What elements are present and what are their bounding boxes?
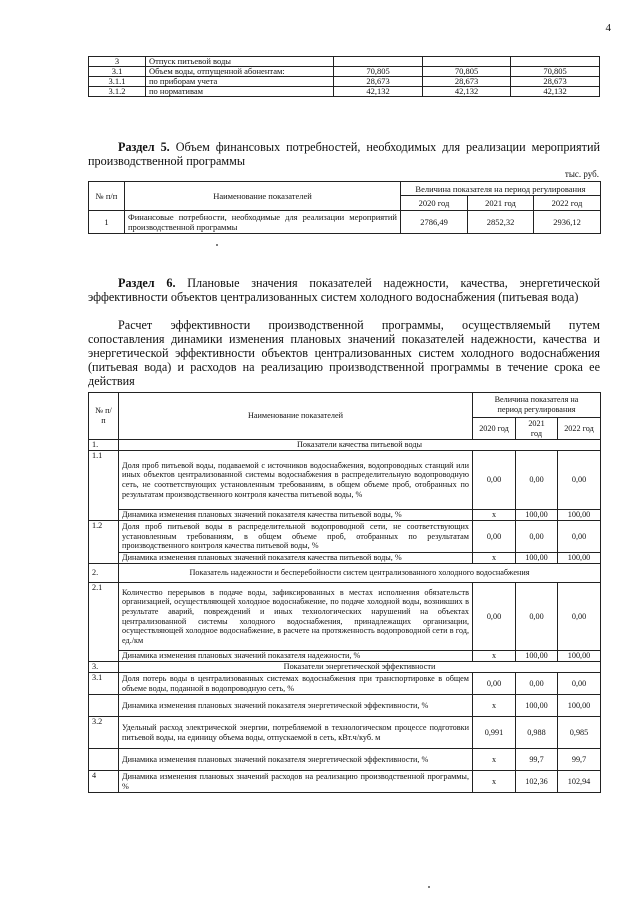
table-row: 2.1 Количество перерывов в подаче воды, зафиксированных в местах исполнения обязательств организацией, осуществляющей холодное водоснабжение, по подаче холодной воды, возникших в результате аварий, повреждений и иных технологических нарушений на объектах централизованной системы холодного водоснабжения, принадлежащих организации, осуществляющей холодное водоснабжение, в расчете на протяженность водопроводной сети в год, ед./км 0,00 0,00 0,00: [89, 583, 601, 651]
year-header: 2020 год: [473, 418, 516, 440]
group-row: 3. Показатели энергетической эффективности: [89, 662, 601, 673]
table-row: 4 Динамика изменения плановых значений расходов на реализацию производственной программы, % х 102,36 102,94: [89, 771, 601, 793]
table-row: Динамика изменения плановых значений показателя энергетической эффективности, % х 100,00 100,00: [89, 695, 601, 717]
table-row: 1 Финансовые потребности, необходимые для реализации мероприятий производственной программы 2786,49 2852,32 2936,12: [89, 211, 601, 234]
col-header-name: Наименование показателей: [119, 393, 473, 440]
col-header-value: Величина показателя на период регулирования: [473, 393, 601, 418]
table-row: Динамика изменения плановых значений показателя качества питьевой воды, % х 100,00 100,00: [89, 553, 601, 564]
col-header-num: № п/п: [89, 393, 119, 440]
table-row: 3 Отпуск питьевой воды: [89, 57, 600, 67]
section5-units: тыс. руб.: [564, 169, 599, 179]
finance-table: [88, 181, 601, 234]
table-row: 3.1 Объем воды, отпущенной абонентам: 70,805 70,805 70,805: [89, 67, 600, 77]
page-number: 4: [605, 22, 611, 34]
year-header: 2022 год: [534, 196, 601, 211]
year-header: 2022 год: [558, 418, 601, 440]
year-header: 2021 год: [468, 196, 534, 211]
group-row: 1. Показатели качества питьевой воды: [89, 440, 601, 451]
volume-table: [88, 56, 600, 97]
scan-speck: [216, 244, 218, 246]
group-row: 2. Показатель надежности и бесперебойности систем централизованного холодного водоснабжения: [89, 564, 601, 583]
section6-paragraph: Расчет эффективности производственной программы, осуществляемый путем сопоставления динамики изменения плановых значений показателей надежности, качества и энергетической эффективности объектов централизованных систем холодного водоснабжения (питьевая вода) и расходов на реализацию производственной программы в течение срока ее действия: [88, 318, 600, 388]
section5-heading: Раздел 5. Объем финансовых потребностей, необходимых для реализации мероприятий производственной программы: [88, 140, 600, 168]
table-row: Динамика изменения плановых значений показателя надежности, % х 100,00 100,00: [89, 651, 601, 662]
table-row: Динамика изменения плановых значений показателя качества питьевой воды, % х 100,00 100,00: [89, 510, 601, 521]
table-row: 3.1.2 по нормативам 42,132 42,132 42,132: [89, 87, 600, 97]
scan-speck: [428, 886, 430, 888]
table-row: 1.1 Доля проб питьевой воды, подаваемой с источников водоснабжения, водопроводных станций или иных объектов централизованной системы водоснабжения в распределительную водопроводную сеть, не соответствующих установленным требованиям, в общем объеме проб, отобранных по результатам производственного контроля качества питьевой воды, % 0,00 0,00 0,00: [89, 451, 601, 510]
table-row: Динамика изменения плановых значений показателя энергетической эффективности, % х 99,7 99,7: [89, 749, 601, 771]
table-row: 1.2 Доля проб питьевой воды в распределительной водопроводной сети, не соответствующих установленным требованиям, в общем объеме проб, отобранных по результатам производственного контроля качества питьевой воды, % 0,00 0,00 0,00: [89, 521, 601, 553]
col-header-name: Наименование показателей: [125, 182, 401, 211]
year-header: 2020 год: [401, 196, 468, 211]
col-header-num: № п/п: [89, 182, 125, 211]
col-header-value: Величина показателя на период регулирования: [401, 182, 601, 196]
table-row: 3.1 Доля потерь воды в централизованных системах водоснабжения при транспортировке в общем объеме воды, поданной в водопроводную сеть, % 0,00 0,00 0,00: [89, 673, 601, 695]
year-header: 2021 год: [516, 418, 558, 440]
table-row: 3.1.1 по приборам учета 28,673 28,673 28,673: [89, 77, 600, 87]
table-row: 3.2 Удельный расход электрической энергии, потребляемой в технологическом процессе подготовки питьевой воды, на единицу объема воды, отпускаемой в сеть, кВт.ч/куб. м 0,991 0,988 0,985: [89, 717, 601, 749]
indicators-table: [88, 392, 601, 793]
section6-heading: Раздел 6. Плановые значения показателей надежности, качества, энергетической эффективности объектов централизованных систем холодного водоснабжения (питьевая вода): [88, 276, 600, 304]
